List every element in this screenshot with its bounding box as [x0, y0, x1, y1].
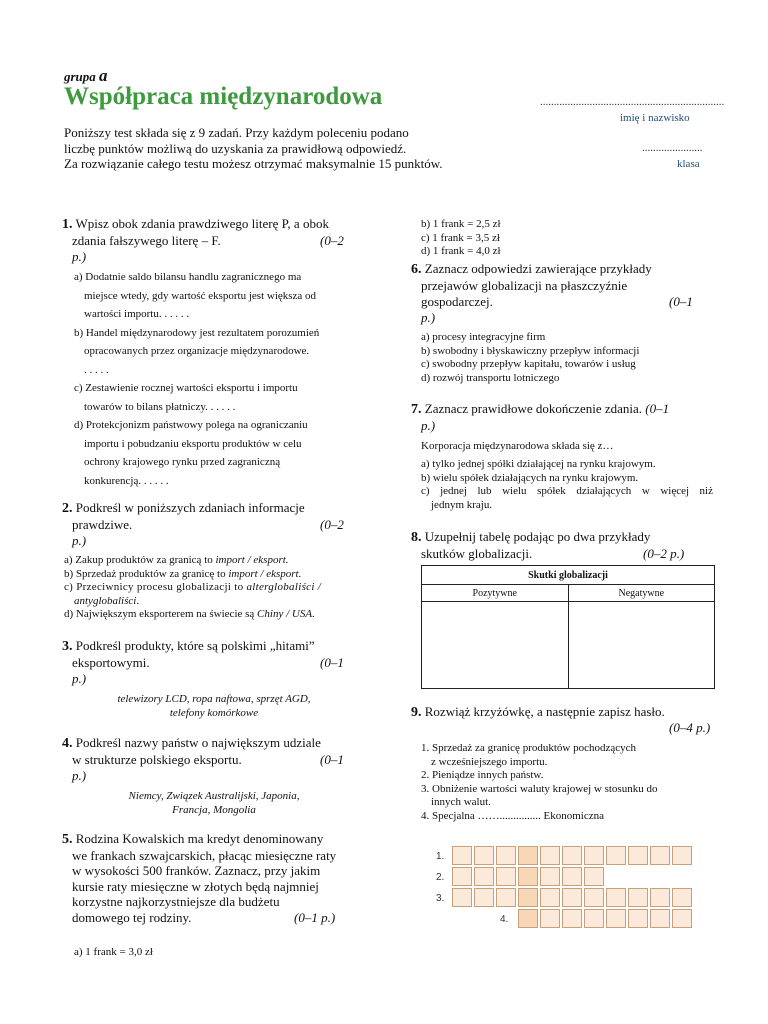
- cell[interactable]: [562, 888, 582, 907]
- q9-clues: 1. Sprzedaż za granicę produktów pochodzących z wcześniejszego importu. 2. Pieniądze innych państw. 3. Obniżenie wartości waluty krajowej w stosunku do innych walut. 4. Specjalna ……............... Ekonomiczna: [421, 742, 658, 822]
- cell[interactable]: [628, 888, 648, 907]
- crossword-row-1: [452, 846, 694, 866]
- cell[interactable]: [562, 909, 582, 928]
- cell[interactable]: [584, 888, 604, 907]
- q6-option-b[interactable]: b) swobodny i błyskawiczny przepływ informacji: [421, 344, 640, 357]
- cell[interactable]: [672, 846, 692, 865]
- crossword: [428, 842, 718, 938]
- cell[interactable]: [496, 867, 516, 886]
- cell[interactable]: [452, 867, 472, 886]
- q4-options[interactable]: Niemcy, Związek Australijski, Japonia, Francja, Mongolia: [128, 790, 300, 816]
- q2-item-d[interactable]: d) Największym eksporterem na świecie są Chiny / USA.: [64, 608, 315, 620]
- q2-item-a[interactable]: a) Zakup produktów za granicą to import / eksport.: [64, 554, 289, 566]
- cell[interactable]: [496, 846, 516, 865]
- col-negative: Negatywne: [568, 585, 715, 602]
- name-field[interactable]: ...................................................................: [540, 96, 725, 108]
- q7-option-b[interactable]: b) wielu spółek działających na rynku krajowym.: [421, 471, 639, 484]
- cell[interactable]: [474, 867, 494, 886]
- row-label-1: 1.: [436, 851, 445, 862]
- question-5: 5. Rodzina Kowalskich ma kredyt denominowany we frankach szwajcarskich, płacąc miesięczne raty w wysokości 500 franków. Zaznacz, przy jakim kursie raty miesięczne w złotych będą najmniej korzystne najkorzystniejsze dla budżetu domowego tej rodziny. (0–1 p.): [62, 831, 337, 925]
- cell[interactable]: [474, 846, 494, 865]
- name-label: imię i nazwisko: [620, 112, 690, 124]
- question-4: 4. Podkreśl nazwy państw o największym udziale w strukturze polskiego eksportu. (0–1 p.): [62, 735, 344, 783]
- q2-item-c[interactable]: c) Przeciwnicy procesu globalizacji to alterglobaliści /: [64, 581, 322, 593]
- cell[interactable]: [584, 867, 604, 886]
- cell[interactable]: [584, 909, 604, 928]
- q5-option-d[interactable]: d) 1 frank = 4,0 zł: [421, 245, 501, 257]
- q7-options: a) tylko jednej spółki działającej na rynku krajowym. b) wielu spółek działających na rynku krajowym. c) jednej lub wielu spółek działających w więcej niż jednym kraju.: [421, 458, 713, 511]
- cell[interactable]: [518, 867, 538, 886]
- cell[interactable]: [540, 909, 560, 928]
- row-label-3: 3.: [436, 893, 445, 904]
- negative-answer-cell[interactable]: [568, 602, 715, 689]
- q5-option-b[interactable]: b) 1 frank = 2,5 zł: [421, 218, 501, 230]
- cell[interactable]: [650, 888, 670, 907]
- question-1: 1. Wpisz obok zdania prawdziwego literę P, a obok zdania fałszywego literę – F. (0–2 p.): [62, 216, 344, 264]
- question-9: 9. Rozwiąż krzyżówkę, a następnie zapisz hasło. (0–4 p.): [411, 704, 711, 735]
- cell[interactable]: [496, 888, 516, 907]
- q5-options-cont: [421, 218, 501, 259]
- q5-option-c[interactable]: c) 1 frank = 3,5 zł: [421, 231, 500, 244]
- q3-options[interactable]: telewizory LCD, ropa naftowa, sprzęt AGD, telefony komórkowe: [117, 693, 311, 719]
- cell[interactable]: [474, 888, 494, 907]
- cell[interactable]: [672, 888, 692, 907]
- q1-items: [74, 268, 374, 490]
- crossword-row-2: [452, 867, 606, 887]
- cell[interactable]: [540, 846, 560, 865]
- cell[interactable]: [606, 909, 626, 928]
- q7-stem: Korporacja międzynarodowa składa się z…: [421, 440, 614, 452]
- q1-item-d[interactable]: d) Protekcjonizm państwowy polega na ograniczaniu importu i pobudzaniu eksportu produktów w celu ochrony krajowego rynku przed zagraniczną konkurencją. . . . . .: [74, 419, 308, 487]
- cell[interactable]: [584, 846, 604, 865]
- row-label-2: 2.: [436, 872, 445, 883]
- q6-option-c[interactable]: c) swobodny przepływ kapitału, towarów i usług: [421, 358, 636, 370]
- cell[interactable]: [606, 888, 626, 907]
- cell[interactable]: [518, 888, 538, 907]
- cell[interactable]: [650, 846, 670, 865]
- intro-text: Poniższy test składa się z 9 zadań. Przy każdym poleceniu podano liczbę punktów możliwą do uzyskania za prawidłową odpowiedź. Za rozwiązanie całego testu możesz otrzymać maksymalnie 15 punktów.: [64, 125, 443, 171]
- cell[interactable]: [562, 846, 582, 865]
- crossword-row-4: [518, 909, 694, 929]
- q1-item-c[interactable]: c) Zestawienie rocznej wartości eksportu i importu towarów to bilans płatniczy. . . . . .: [74, 382, 298, 413]
- cell[interactable]: [650, 909, 670, 928]
- cell[interactable]: [628, 846, 648, 865]
- q5-option-a[interactable]: a) 1 frank = 3,0 zł: [74, 946, 153, 958]
- group-label: grupa a: [64, 66, 108, 85]
- question-6: 6. Zaznacz odpowiedzi zawierające przykłady przejawów globalizacji na płaszczyźnie gospodarczej. (0–1 p.): [411, 261, 693, 325]
- row-label-4: 4.: [500, 914, 509, 925]
- cell[interactable]: [628, 909, 648, 928]
- cell[interactable]: [540, 867, 560, 886]
- class-label: klasa: [677, 158, 700, 170]
- question-8: 8. Uzupełnij tabelę podając po dwa przykłady skutków globalizacji. (0–2 p.): [411, 529, 685, 561]
- cell[interactable]: [518, 909, 538, 928]
- crossword-row-3: [452, 888, 694, 908]
- q7-option-c[interactable]: c) jednej lub wielu spółek działających w więcej niż: [421, 485, 713, 497]
- q7-option-a[interactable]: a) tylko jednej spółki działającej na rynku krajowym.: [421, 458, 656, 470]
- cell[interactable]: [452, 888, 472, 907]
- cell[interactable]: [518, 846, 538, 865]
- class-field[interactable]: ......................: [642, 142, 703, 154]
- q6-option-d[interactable]: d) rozwój transportu lotniczego: [421, 371, 560, 384]
- cell[interactable]: [606, 846, 626, 865]
- cell[interactable]: [452, 846, 472, 865]
- q2-items: a) Zakup produktów za granicą to import / eksport. b) Sprzedaż produktów za granicę to import / eksport. c) Przeciwnicy procesu globalizacji to alterglobaliści / antyglobaliści. d) Największym eksporterem na świecie są Chiny / USA.: [64, 554, 364, 622]
- page-title: Współpraca międzynarodowa: [64, 83, 383, 110]
- q6-options: [421, 331, 639, 385]
- col-positive: Pozytywne: [422, 585, 569, 602]
- q1-item-b[interactable]: b) Handel międzynarodowy jest rezultatem porozumień opracowanych przez organizacje międzynarodowe. . . . . .: [74, 326, 320, 376]
- cell[interactable]: [672, 909, 692, 928]
- question-7: 7. Zaznacz prawidłowe dokończenie zdania. (0–1 p.): [411, 401, 670, 433]
- question-3: 3. Podkreśl produkty, które są polskimi „hitami” eksportowymi. (0–1 p.): [62, 638, 344, 686]
- q6-option-a[interactable]: a) procesy integracyjne firm: [421, 331, 546, 343]
- cell[interactable]: [562, 867, 582, 886]
- globalization-table: [421, 565, 715, 689]
- q1-item-a[interactable]: a) Dodatnie saldo bilansu handlu zagranicznego ma miejsce wtedy, gdy wartość eksportu jest większa od wartości importu. . . . . .: [74, 271, 317, 320]
- q2-item-b[interactable]: b) Sprzedaż produktów za granicę to import / eksport.: [64, 567, 302, 580]
- cell[interactable]: [540, 888, 560, 907]
- question-2: 2. Podkreśl w poniższych zdaniach informacje prawdziwe. (0–2 p.): [62, 500, 344, 548]
- positive-answer-cell[interactable]: [422, 602, 569, 689]
- table-title: Skutki globalizacji: [422, 566, 715, 585]
